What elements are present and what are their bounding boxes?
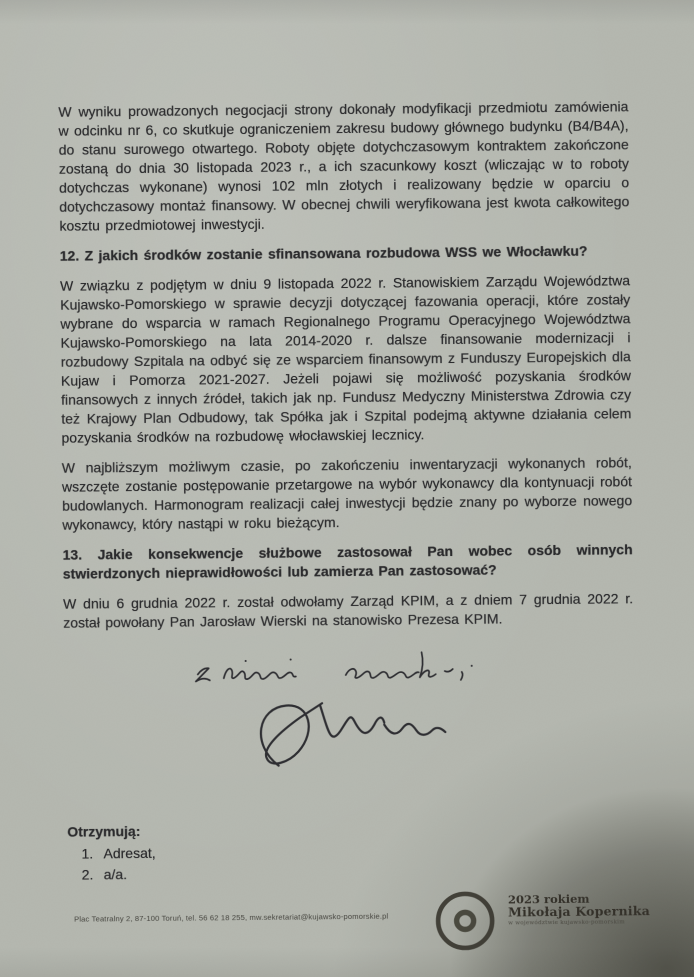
recipient-name: Adresat, — [103, 844, 156, 861]
recipient-number: 1. — [81, 844, 94, 862]
body-paragraph-3: W najbliższym możliwym czasie, po zakończeniu inwentaryzacji wykonanych robót, wszczęte zostanie postępowanie przetargowe na wybór wykonawcy dla kontynuacji robót budowlanych. Harmonogram realizacji całej inwestycji będzie znany po wyborze nowego wykonawcy, który nastąpi w roku bieżącym. — [61, 454, 633, 533]
letter-body — [58, 97, 633, 632]
body-paragraph-2: W związku z podjętym w dniu 9 listopada 2022 r. Stanowiskiem Zarządu Województwa Kujawsko-Pomorskiego w sprawie decyzji dotyczącej fazowania operacji, które zostały wybrane do wsparcia w ramach Regionalnego Programu Operacyjnego Województwa Kujawsko-Pomorskiego na lata 2014-2020 r. dalsze finansowanie modernizacji i rozbudowy Szpitala na odbyć się ze wsparciem finansowym z Funduszy Europejskich dla Kujaw i Pomorza 2021-2027. Jeżeli pojawi się możliwość pozyskania środków finansowych z innych źródeł, takich jak np. Fundusz Medyczny Ministerstwa Zdrowia czy też Krajowy Plan Odbudowy, tak Spółka jak i Szpital podejmą aktywne działania celem pozyskania środków na rozbudowę włocławskiej lecznicy. — [59, 272, 632, 446]
question-heading-13: 13. Jakie konsekwencje służbowe zastosował Pan wobec osób winnych stwierdzonych nieprawidłowości lub zamierza Pan zastosować? — [62, 541, 633, 582]
recipients-list — [67, 816, 694, 887]
recipients-label: Otrzymują: — [67, 822, 141, 840]
logo-line-3: w województwie kujawsko-pomorskim — [508, 919, 625, 927]
copernicus-sun-icon — [428, 885, 503, 960]
copernicus-stamp — [428, 885, 503, 965]
logo-line-2: Mikołaja Kopernika — [508, 903, 651, 920]
recipient-name: a/a. — [103, 866, 128, 883]
handwritten-closing-icon — [196, 652, 473, 683]
handwriting-svg — [150, 646, 501, 799]
recipient-number: 2. — [81, 866, 94, 883]
recipient-item — [82, 859, 694, 886]
closing-and-signature — [1, 638, 694, 823]
signature-scribble-icon — [261, 702, 446, 766]
logo-line-1: 2023 rokiem — [507, 891, 590, 907]
body-paragraph-1: W wyniku prowadzonych negocjacji strony dokonały modyfikacji przedmiotu zamówienia w odcinku nr 6, co skutkuje ograniczeniem zakresu budowy głównego budynku (B4/B4A), do stanu surowego otwartego. Roboty objęte dotychczasowym kontraktem zakończone zostaną do dnia 30 listopada 2023 r., a ich szacunkowy koszt (wliczając w to roboty dotychczas wykonane) wynosi 102 mln złotych i realizowany będzie w oparciu o dotychczasowy montaż finansowy. W obecnej chwili weryfikowana jest kwota całkowitego kosztu przedmiotowej inwestycji. — [58, 98, 630, 234]
footer-address: Plac Teatralny 2, 87-100 Toruń, tel. 56 62 18 255, mw.sekretariat@kujawsko-pomorskie.pl — [74, 911, 389, 924]
question-heading-12: 12. Z jakich środków zostanie sfinansowana rozbudowa WSS we Włocławku? — [59, 242, 588, 264]
copernicus-year-logo — [508, 892, 650, 927]
body-paragraph-4: W dniu 6 grudnia 2022 r. został odwołamy Zarząd KPIM, a z dniem 7 grudnia 2022 r. został powołany Pan Jarosław Wierski na stanowisko Prezesa KPIM. — [63, 590, 634, 631]
